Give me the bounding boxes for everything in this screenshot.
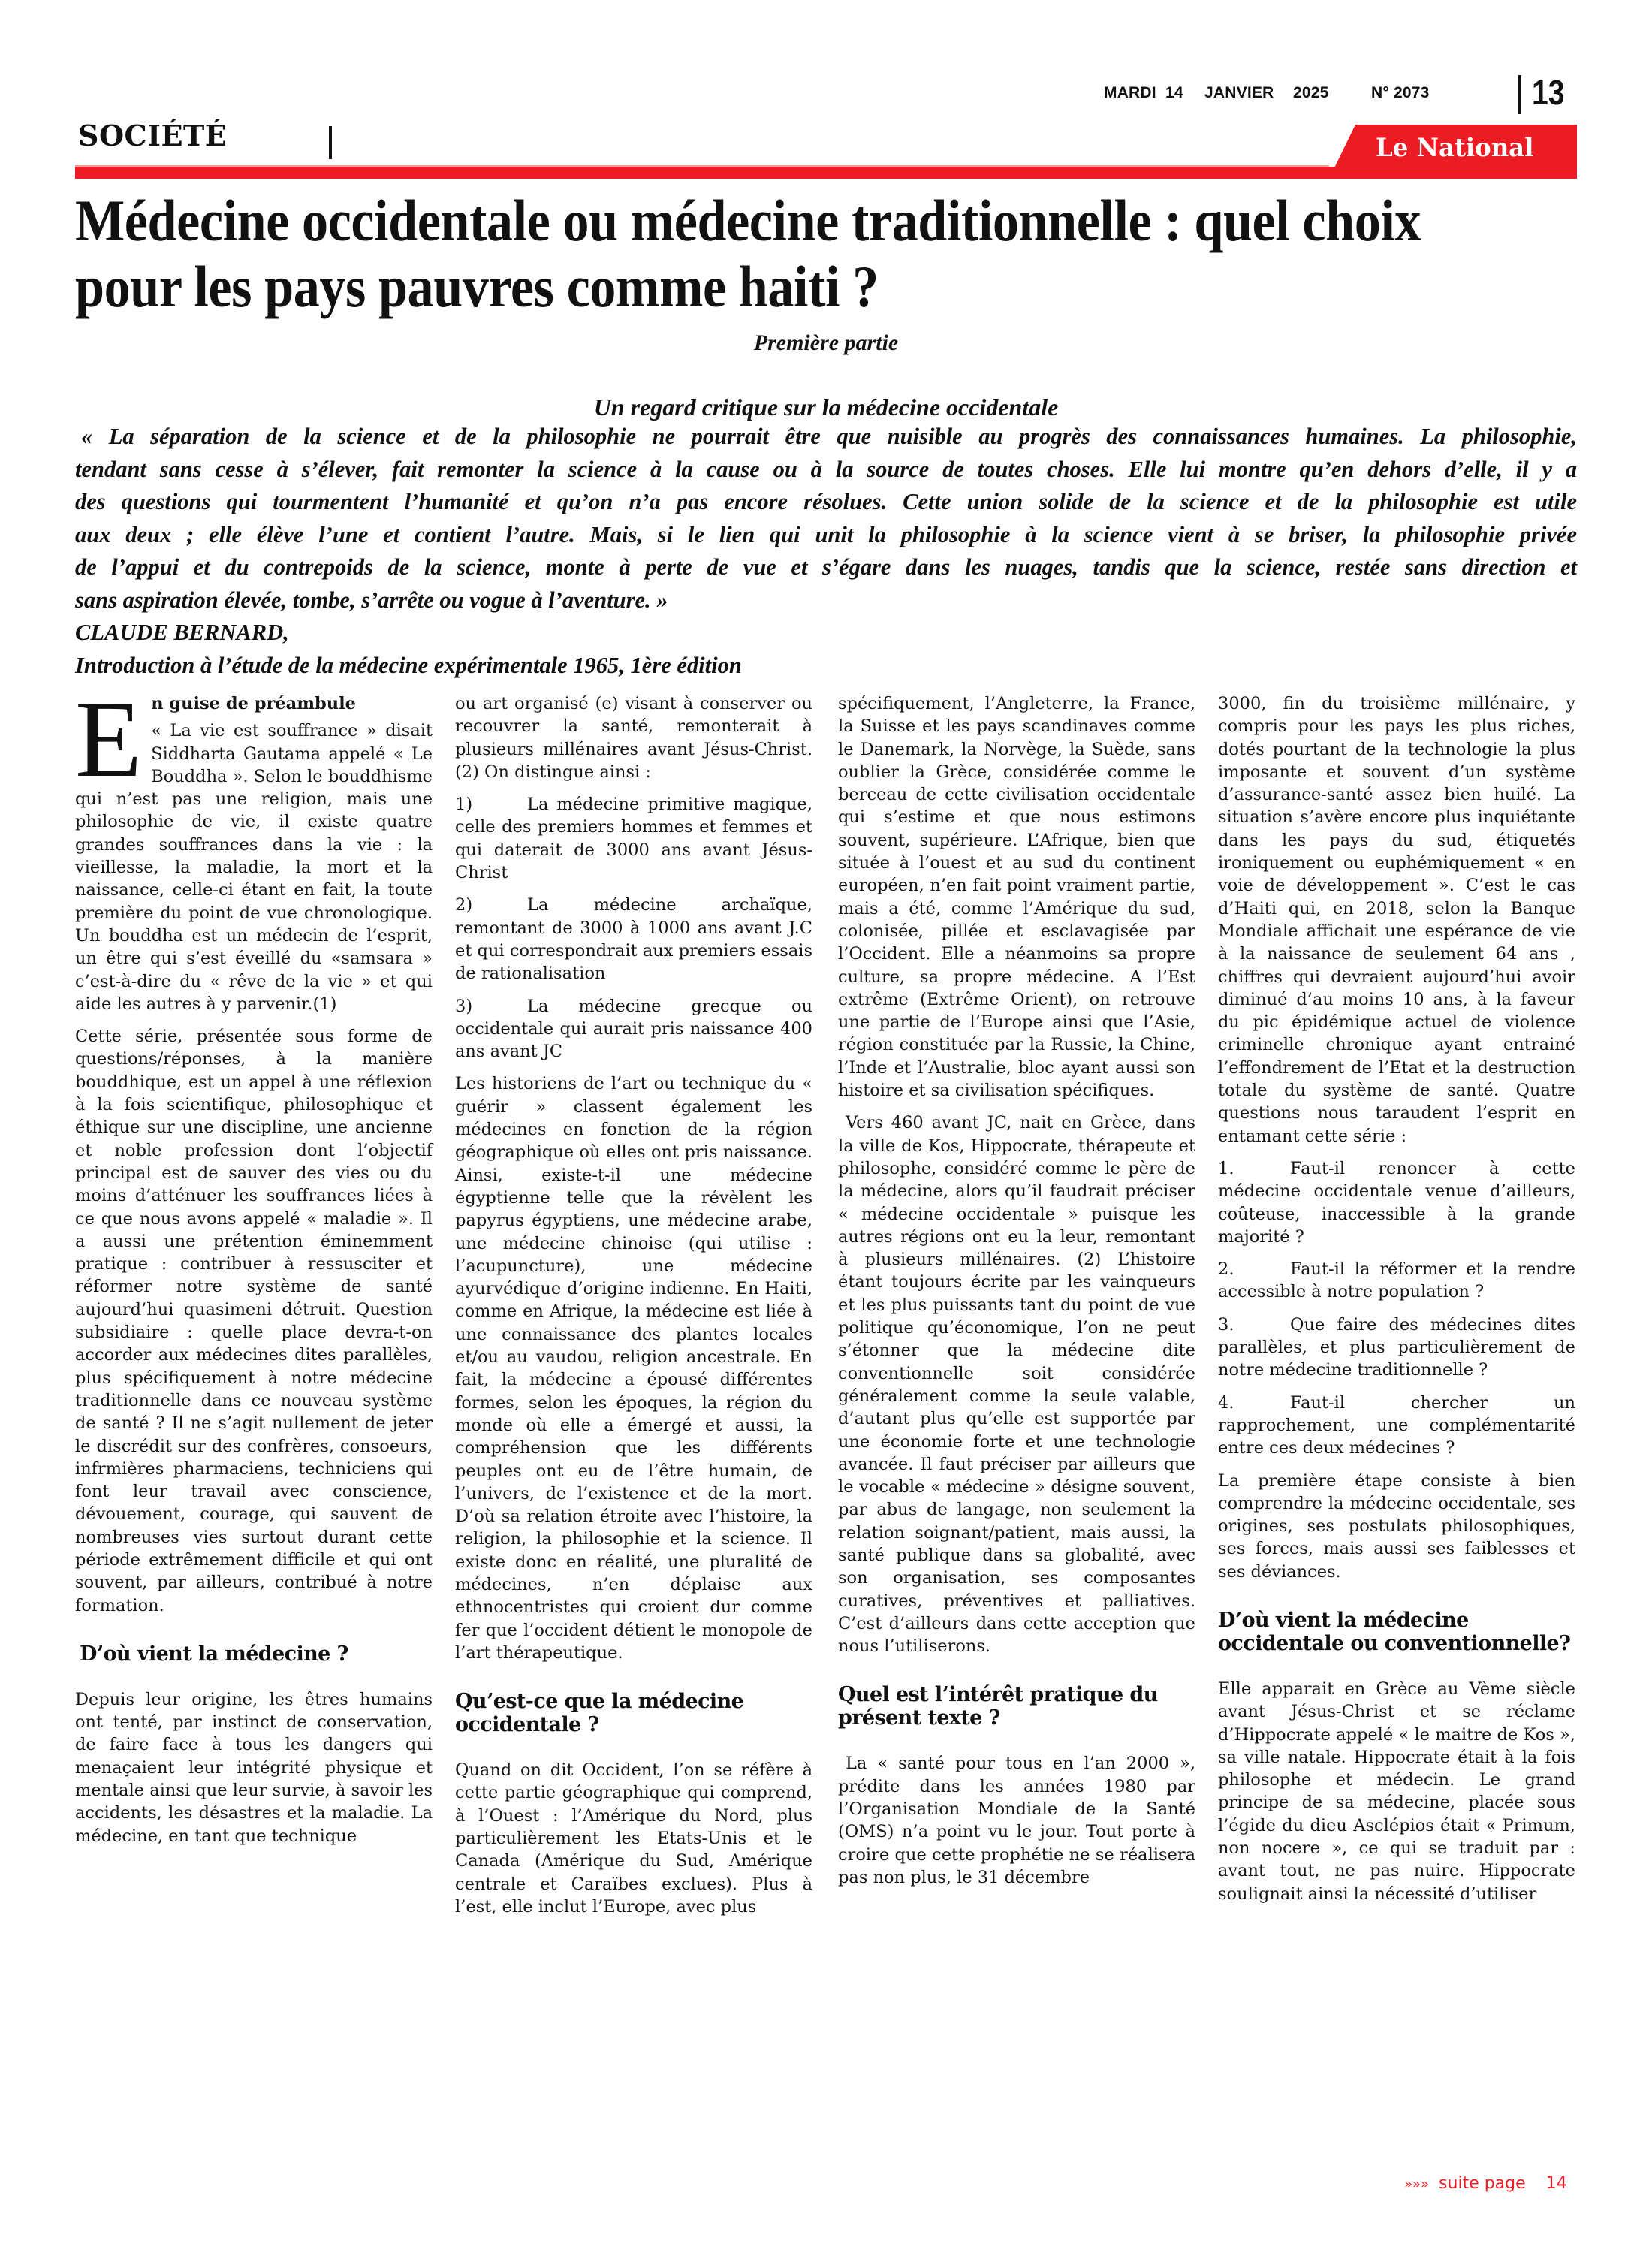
question-number: 4. (1218, 1392, 1234, 1413)
paragraph: Vers 460 avant JC, nait en Grèce, dans la ville de Kos, Hippocrate, thérapeute et philosophe, considéré comme le père de la médecine, alors qu’il faudrait préciser « médecine occidentale » puisque les autres régions ont eu la leur, remontant à plusieurs millénaires. (2) L’histoire étant toujours écrite par les vainqueurs et les plus puissants tant du point de vue politique qu’économique, l’on ne peut s’étonner que la médecine dite conventionnelle soit considérée généralement comme la seule valable, d’autant plus qu’elle est supportée par une économie forte et une technologie avancée. Il faut préciser par ailleurs que le vocable « médecine » désigne souvent, par abus de langage, non seulement la relation soignant/patient, mais aussi, la santé publique dans sa globalité, avec son organisation, ses composantes curatives, préventives et palliatives. C’est d’ailleurs dans cette acception que nous l’utiliserons. (838, 1113, 1195, 1657)
section-heading: D’où vient la médecine occidentale ou conventionnelle? (1218, 1608, 1571, 1655)
list-text: La médecine grecque ou occidentale qui aurait pris naissance 400 ans avant JC (455, 996, 812, 1062)
continuation-label: suite page (1439, 2174, 1526, 2193)
question-number: 2. (1218, 1259, 1234, 1280)
paragraph: 3000, fin du troisième millénaire, y compris pour les pays les plus riches, dotés pourtant de la technologie la plus imposante et souvent d’un système d’assurance-santé assez bien huilé. La situation s’avère encore plus inquiétante dans les pays du sud, étiquetés ironiquement ou euphémiquement « en voie de développement ». C’est le cas d’Haiti qui, en 2018, selon la Banque Mondiale affichait une espérance de vie à la naissance de seulement 64 ans , chiffres qui devraient aujourd’hui avoir diminué d’au moins 10 ans, à la faveur du pic épidémique actuel de violence criminelle chronique ayant entrainé l’effondrement de l’Etat et la destruction totale du système de santé. Quatre questions nous taraudent l’esprit en entamant cette série : (1218, 694, 1575, 1146)
list-number: 1) (455, 795, 473, 815)
section-heading: Quel est l’intérêt pratique du présent texte ? (838, 1683, 1158, 1730)
question-text: Que faire des médecines dites parallèles, et plus particulièrement de notre médecine traditionnelle ? (1218, 1314, 1575, 1380)
lead-heading: n guise de préambule (151, 694, 356, 713)
continuation-page: 14 (1545, 2174, 1567, 2193)
dateline (1104, 84, 1454, 102)
page-number: 13 (1532, 73, 1565, 112)
paragraph: Cette série, présentée sous forme de questions/réponses, à la manière bouddhique, est un appel à une réflexion à la fois scientifique, philosophique et éthique sur une discipline, une ancienne et noble profession dont l’objectif principal est de sauver des vies ou du moins d’atténuer les souffrances liées à ce que nous avons appelé « maladie ». Il a aussi une prétention éminemment pratique : contribuer à ressusciter et réformer notre système de santé aujourd’hui quasimeni détruit. Question subsidiaire : quelle place devra-t-on accorder aux médecines dites parallèles, plus spécifiquement à notre médecine traditionnelle dans ce nouveau système de santé ? Il ne s’agit nullement de jeter le discrédit sur des confrères, consoeurs, infrmières pharmaciens, techniciens qui font leur travail avec conscience, dévouement, courage, qui sauvent de nombreuses vies surtout durant cette période extrêmement difficile et qui ont souvent, par ailleurs, contribué à notre formation. (75, 1027, 433, 1615)
paragraph: ou art organisé (e) visant à conserver ou recouvrer la santé, remonterait à plusieurs millénaires avant Jésus-Christ.(2) On distingue ainsi : (455, 694, 812, 782)
brand-name: Le National (1376, 133, 1534, 163)
epigraph-quote (75, 421, 1577, 682)
page-number-divider (1518, 75, 1521, 114)
paragraph: Depuis leur origine, les êtres humains ont tenté, par instinct de conservation, de faire face à tous les dangers qui menaçaient leur intégrité physique et mentale ainsi que leur survie, à savoir les accidents, les désastres et la maladie. La médecine, en tant que technique (75, 1689, 433, 1846)
paragraph: spécifiquement, l’Angleterre, la France, la Suisse et les pays scandinaves comme le Danemark, la Norvège, la Suède, sans oublier la Grèce, considérée comme le berceau de cette civilisation occidentale qui s’estime et que nous estimons souvent, supérieure. L’Afrique, bien que située à l’ouest et au sud du continent européen, n’en fait point vraiment partie, mais a été, comme l’Amérique du sud, colonisée, pillée et esclavagisée par l’Occident. Elle a néanmoins sa propre culture, sa propre médecine. A l’Est extrême (Extrême Orient), on retrouve une partie de l’Europe ainsi que l’Asie, région constituée par la Russie, la Chine, l’Inde et l’Australie, bloc ayant aussi son histoire et sa civilisation spécifiques. (838, 694, 1195, 1101)
list-text: La médecine primitive magique, celle des premiers hommes et femmes et qui daterait de 3000 ans avant Jésus-Christ (455, 795, 812, 883)
section-divider (329, 126, 332, 159)
continuation-arrows-icon: »»» (1404, 2176, 1430, 2192)
epigraph-line: tendant sans cesse à s’élever, fait remonter la science à la cause ou à la source de toutes choses. Elle lui montre qu’en dehors d’elle, il y a (75, 456, 1577, 482)
question-item (1218, 1157, 1575, 1248)
paragraph: « La vie est souffrance » disait Siddharta Gautama appelé « Le Bouddha ». Selon le bouddhisme qui n’est pas une religion, mais une philosophie de vie, il existe quatre grandes souffrances dans la vie : la vieillesse, la maladie, la mort et la naissance, celle-ci étant en fait, la toute première du point de vue chronologique. Un bouddha est un médecin de l’esprit, un être qui s’est éveillé du «samsara » c’est-à-dire du « rêve de la vie » et qui aide les autres à y parvenir.(1) (75, 721, 433, 1014)
epigraph-title: Un regard critique sur la médecine occidentale (593, 394, 1059, 421)
question-item (1218, 1258, 1575, 1304)
question-text: Faut-il chercher un rapprochement, une complémentarité entre ces deux médecines ? (1218, 1392, 1575, 1458)
epigraph-source: Introduction à l’étude de la médecine expérimentale 1965, 1ère édition (75, 652, 742, 678)
list-number: 2) (455, 895, 473, 915)
article-column-4 (1218, 692, 1575, 1915)
date-number: 14 (1165, 84, 1183, 101)
list-item (455, 793, 812, 884)
epigraph-line: sans aspiration élevée, tombe, s’arrête ou vogue à l’aventure. » (75, 587, 668, 613)
epigraph-author: CLAUDE BERNARD, (75, 620, 289, 645)
article-column-3 (838, 692, 1195, 1899)
question-number: 1. (1218, 1158, 1234, 1178)
article-title-line: Médecine occidentale ou médecine traditionnelle : quel choix (75, 188, 1421, 253)
date-day: MARDI (1104, 84, 1156, 101)
list-number: 3) (455, 996, 473, 1016)
issue-number: N° 2073 (1371, 84, 1430, 101)
date-year: 2025 (1293, 84, 1329, 101)
list-text: La médecine archaïque, remontant de 3000 à 1000 ans avant J.C et qui correspondrait aux premiers essais de rationalisation (455, 895, 812, 984)
epigraph-line: de l’appui et du contrepoids de la science, monte à perte de vue et s’égare dans les nuages, tandis que la science, restée sans direction et (75, 554, 1577, 580)
section-heading: D’où vient la médecine ? (80, 1642, 348, 1666)
paragraph: Quand on dit Occident, l’on se réfère à cette partie géographique qui comprend, à l’Ouest : l’Amérique du Nord, plus particulièrement les Etats-Unis et le Canada (Amérique du Sud, Amérique centrale et Caraïbes exclues). Plus à l’est, elle inclut l’Europe, avec plus (455, 1760, 812, 1917)
question-item (1218, 1313, 1575, 1382)
date-month: JANVIER (1204, 84, 1274, 101)
question-text: Faut-il la réformer et la rendre accessible à notre population ? (1218, 1259, 1575, 1302)
question-item (1218, 1392, 1575, 1460)
paragraph: Elle apparait en Grèce au Vème siècle avant Jésus-Christ et se réclame d’Hippocrate appelé « le maitre de Kos », sa ville natale. Hippocrate était à la fois philosophe et médecin. Le grand principe de sa médecine, placée sous l’égide du dieu Asclépios était « Primum, non nocere », ce qui se traduit par : avant tout, ne pas nuire. Hippocrate soulignait ainsi la nécessité d’utiliser (1218, 1678, 1575, 1904)
section-heading: Qu’est-ce que la médecine occidentale ? (455, 1690, 744, 1737)
list-item (455, 995, 812, 1063)
question-number: 3. (1218, 1314, 1234, 1335)
article-title (75, 188, 1494, 320)
epigraph-line: « La séparation de la science et de la philosophie ne pourrait être que nuisible au progrès des connaissances humaines. La philosophie, (81, 424, 1577, 449)
question-text: Faut-il renoncer à cette médecine occidentale venue d’ailleurs, coûteuse, inaccessible à la grande majorité ? (1218, 1158, 1575, 1247)
section-label: SOCIÉTÉ (78, 119, 228, 152)
epigraph-line: des questions qui tourmentent l’humanité et qu’on n’a pas encore résolues. Cette union solide de la science et de la philosophie est utile (75, 489, 1577, 514)
paragraph: La « santé pour tous en l’an 2000 », prédite dans les années 1980 par l’Organisation Mondiale de la Santé (OMS) n’a point vu le jour. Tout porte à croire que cette prophétie ne se réalisera pas non plus, le 31 décembre (838, 1754, 1195, 1887)
continuation-link[interactable] (1404, 2174, 1567, 2193)
paragraph: La première étape consiste à bien comprendre la médecine occidentale, ses origines, ses postulats philosophiques, ses forces, mais aussi ses faiblesses et ses déviances. (1218, 1470, 1575, 1582)
article-column-2 (455, 692, 812, 1928)
epigraph-line: aux deux ; elle élève l’une et contient l’autre. Mais, si le lien qui unit la philosophie à la science vient à se briser, la philosophie privée (75, 521, 1577, 547)
article-title-line: pour les pays pauvres comme haiti ? (75, 254, 879, 319)
article-subtitle: Première partie (753, 330, 899, 355)
paragraph: Les historiens de l’art ou technique du « guérir » classent également les médecines en fonction de la région géographique où elles ont pris naissance. Ainsi, existe-t-il une médecine égyptienne telle que la révèlent les papyrus égyptiens, une médecine arabe, une médecine chinoise (qui utilise : l’acupuncture), une médecine ayurvédique d’origine indienne. En Haiti, comme en Afrique, la médecine est liée à une connaissance des plantes locales et/ou au vaudou, religion ancestrale. En fait, la médecine a épousé différentes formes, selon les époques, la région du monde où elle a émergé et aussi, la compréhension que les différents peuples ont eu de l’être humain, de l’univers, de l’existence et de la mort. D’où sa relation étroite avec l’histoire, la religion, la philosophie et la science. Il existe donc en réalité, une pluralité de médecines, n’en déplaise aux ethnocentristes qui croient dur comme fer que l’occident détient le monopole de l’art thérapeutique. (455, 1074, 812, 1663)
article-column-1 (75, 678, 433, 1857)
drop-cap: E (75, 678, 143, 800)
list-item (455, 894, 812, 985)
